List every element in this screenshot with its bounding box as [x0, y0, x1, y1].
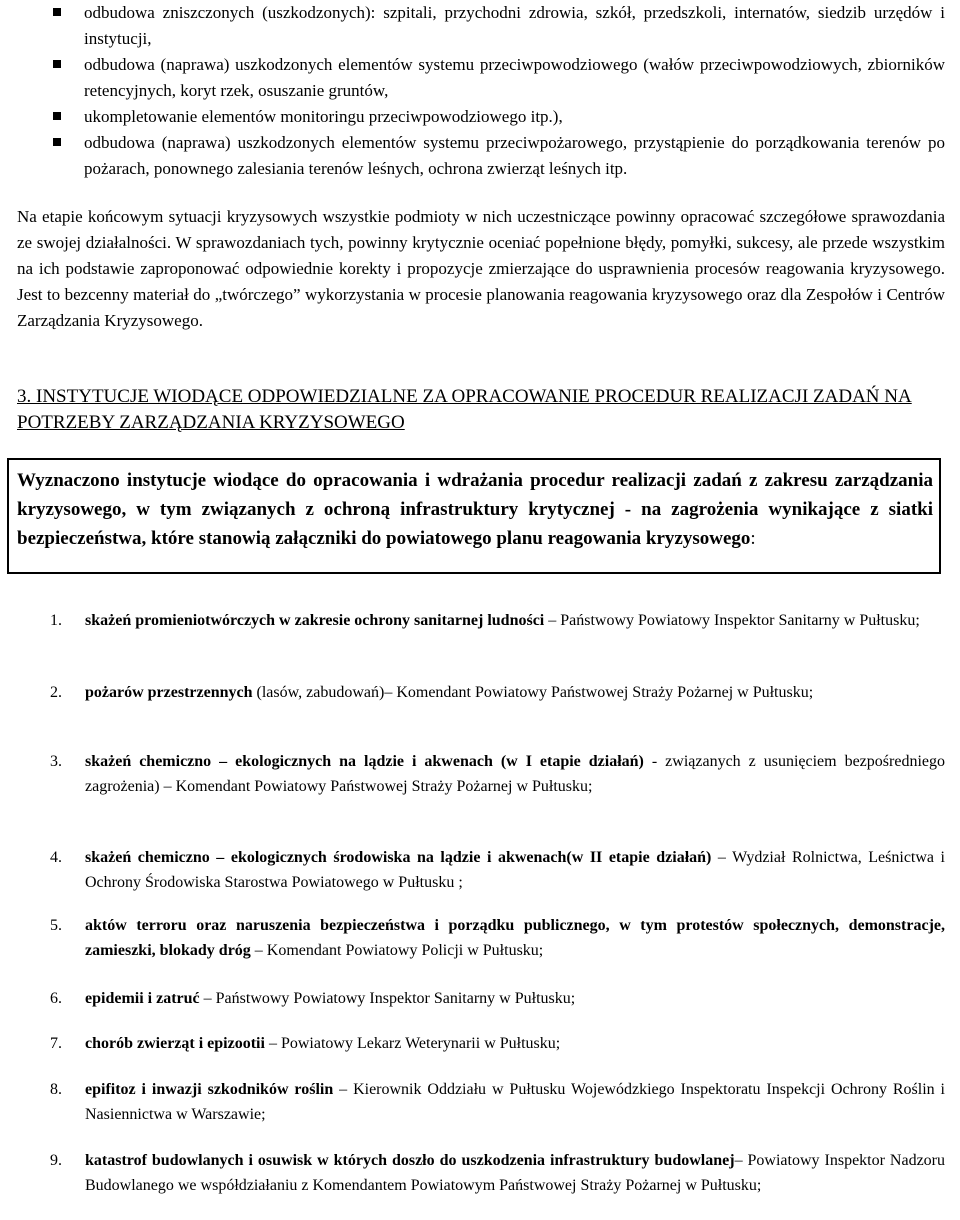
item-topic: pożarów przestrzennych — [85, 684, 253, 701]
item-topic: epidemii i zatruć — [85, 990, 200, 1007]
list-item — [50, 608, 945, 633]
list-item — [50, 845, 945, 895]
item-number: 2. — [50, 684, 62, 701]
item-responsible: – Państwowy Powiatowy Inspektor Sanitarny w Pułtusku; — [199, 990, 576, 1007]
item-number: 8. — [50, 1081, 62, 1098]
item-text — [85, 1077, 945, 1127]
square-bullet-icon — [53, 8, 61, 16]
body-paragraph: Na etapie końcowym sytuacji kryzysowych wszystkie podmioty w nich uczestniczące powinny opracować szczegółowe sprawozdania ze swojej działalności. W sprawozdaniach tych, powinny krytycznie oceniać popełnione błędy, pomyłki, sukcesy, ale przede wszystkim na ich podstawie zaproponować odpowiednie korekty i propozycje zmierzające do usprawnienia procesów reagowania kryzysowego. Jest to bezcenny materiał do „twórczego” wykorzystania w procesie planowania reagowania kryzysowego oraz dla Zespołów i Centrów Zarządzania Kryzysowego. — [17, 207, 945, 330]
bullet-text: odbudowa (naprawa) uszkodzonych elementów systemu przeciwpowodziowego (wałów przeciwpowodziowych, zbiorników retencyjnych, koryt rzek, osuszanie gruntów, — [84, 55, 945, 100]
item-number: 5. — [50, 917, 62, 934]
item-number: 6. — [50, 990, 62, 1007]
list-item — [50, 913, 945, 963]
item-topic: skażeń chemiczno – ekologicznych na lądzie i akwenach (w I etapie działań) — [85, 753, 644, 770]
bullet-list — [50, 0, 945, 182]
framed-statement-colon: : — [750, 528, 756, 549]
item-responsible: – Kierownik Oddziału w Pułtusku Wojewódzkiego Inspektoratu Inspekcji Ochrony Roślin i Nasiennictwa w Warszawie; — [85, 1081, 945, 1123]
bullet-item — [50, 104, 945, 130]
square-bullet-icon — [53, 60, 61, 68]
item-number: 3. — [50, 753, 62, 770]
item-topic: katastrof budowlanych i osuwisk w których doszło do uszkodzenia infrastruktury budowlanej — [85, 1152, 735, 1169]
item-number: 9. — [50, 1152, 62, 1169]
item-responsible: – Wydział Rolnictwa, Leśnictwa i Ochrony Środowiska Starostwa Powiatowego w Pułtusku ; — [85, 849, 946, 891]
bullet-text: odbudowa zniszczonych (uszkodzonych): szpitali, przychodni zdrowia, szkół, przedszkoli, internatów, siedzib urzędów i instytucji, — [84, 3, 945, 48]
framed-statement — [7, 458, 941, 574]
item-topic: skażeń promieniotwórczych w zakresie ochrony sanitarnej ludności — [85, 612, 545, 629]
item-number: 1. — [50, 612, 62, 629]
item-text — [85, 986, 945, 1011]
item-responsible: - związanych z usunięciem bezpośredniego zagrożenia) – Komendant Powiatowy Państwowej Straży Pożarnej w Pułtusku; — [85, 753, 945, 795]
item-text — [85, 608, 945, 633]
item-text — [85, 680, 945, 705]
item-responsible: (lasów, zabudowań)– Komendant Powiatowy Państwowej Straży Pożarnej w Pułtusku; — [252, 684, 814, 701]
bullet-item — [50, 130, 945, 182]
square-bullet-icon — [53, 112, 61, 120]
bullet-text: ukompletowanie elementów monitoringu przeciwpowodziowego itp.), — [84, 107, 563, 126]
list-item — [50, 749, 945, 799]
list-item — [50, 680, 945, 705]
item-text — [85, 1148, 945, 1198]
item-topic: chorób zwierząt i epizootii — [85, 1035, 265, 1052]
section-heading: 3. INSTYTUCJE WIODĄCE ODPOWIEDZIALNE ZA OPRACOWANIE PROCEDUR REALIZACJI ZADAŃ NA POTRZEBY ZARZĄDZANIA KRYZYSOWEGO — [17, 386, 912, 433]
list-item — [50, 986, 945, 1011]
item-text — [85, 1031, 945, 1056]
item-number: 4. — [50, 849, 62, 866]
item-responsible: – Komendant Powiatowy Policji w Pułtusku; — [250, 942, 544, 959]
item-responsible: – Powiatowy Inspektor Nadzoru Budowlanego we współdziałaniu z Komendantem Powiatowym Państwowej Straży Pożarnej w Pułtusku; — [85, 1152, 946, 1194]
list-item — [50, 1031, 945, 1056]
item-text — [85, 913, 945, 963]
list-item — [50, 1148, 945, 1198]
item-text — [85, 845, 945, 895]
item-topic: aktów terroru oraz naruszenia bezpieczeństwa i porządku publicznego, w tym protestów społecznych, demonstracje, zamieszki, blokady dróg — [85, 917, 945, 959]
bullet-text: odbudowa (naprawa) uszkodzonych elementów systemu przeciwpożarowego, przystąpienie do porządkowania terenów po pożarach, ponownego zalesiania terenów leśnych, ochrona zwierząt leśnych itp. — [84, 133, 945, 178]
bullet-item — [50, 52, 945, 104]
item-topic: epifitoz i inwazji szkodników roślin — [85, 1081, 334, 1098]
item-responsible: – Państwowy Powiatowy Inspektor Sanitarny w Pułtusku; — [544, 612, 920, 629]
item-number: 7. — [50, 1035, 62, 1052]
square-bullet-icon — [53, 138, 61, 146]
framed-statement-text: Wyznaczono instytucje wiodące do opracowania i wdrażania procedur realizacji zadań z zakresu zarządzania kryzysowego, w tym związanych z ochroną infrastruktury krytycznej - na zagrożenia wynikające z siatki bezpieczeństwa, które stanowią załączniki do powiatowego planu reagowania kryzysowego — [17, 470, 933, 549]
bullet-item — [50, 0, 945, 52]
item-topic: skażeń chemiczno – ekologicznych środowiska na lądzie i akwenach(w II etapie działań) — [85, 849, 712, 866]
item-responsible: – Powiatowy Lekarz Weterynarii w Pułtusku; — [264, 1035, 561, 1052]
item-text — [85, 749, 945, 799]
list-item — [50, 1077, 945, 1127]
